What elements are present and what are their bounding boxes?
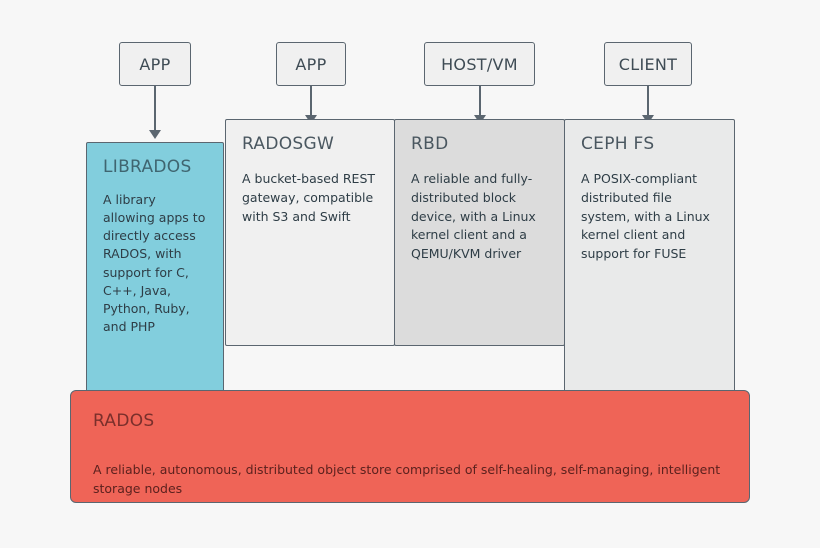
arrow-line-client <box>647 86 649 116</box>
arrow-line-app-1 <box>154 86 156 131</box>
rados-box <box>70 390 750 503</box>
librados-description: A library allowing apps to directly access RADOS, with support for C, C++, Java, Python, Ruby, and PHP <box>103 192 206 334</box>
client-box-client <box>604 42 692 86</box>
client-box-app-1 <box>119 42 191 86</box>
client-box-app-2 <box>276 42 346 86</box>
client-box-label: APP <box>139 54 171 74</box>
client-box-label: CLIENT <box>618 54 678 74</box>
librados-title: LIBRADOS <box>103 157 192 177</box>
ceph-fs-box <box>564 119 735 394</box>
radosgw-box <box>225 119 395 346</box>
client-box-label: HOST/VM <box>441 54 518 74</box>
arrow-line-app-2 <box>310 86 312 116</box>
rados-title: RADOS <box>93 411 155 431</box>
rados-description: A reliable, autonomous, distributed object store comprised of self-healing, self-managing, intelligent storage nodes <box>93 462 721 496</box>
arrow-line-host-vm <box>479 86 481 116</box>
client-box-host-vm <box>424 42 535 86</box>
rbd-box <box>394 119 565 346</box>
rbd-description: A reliable and fully-distributed block device, with a Linux kernel client and a QEMU/KVM driver <box>411 171 536 261</box>
rbd-title: RBD <box>411 134 449 154</box>
radosgw-description: A bucket-based REST gateway, compatible with S3 and Swift <box>242 171 376 224</box>
ceph-fs-description: A POSIX-compliant distributed file system, with a Linux kernel client and support for FUSE <box>581 171 710 261</box>
librados-box <box>86 142 224 394</box>
ceph-fs-title: CEPH FS <box>581 134 655 154</box>
arrow-head-app-1 <box>149 130 161 139</box>
client-box-label: APP <box>295 54 327 74</box>
radosgw-title: RADOSGW <box>242 134 335 154</box>
